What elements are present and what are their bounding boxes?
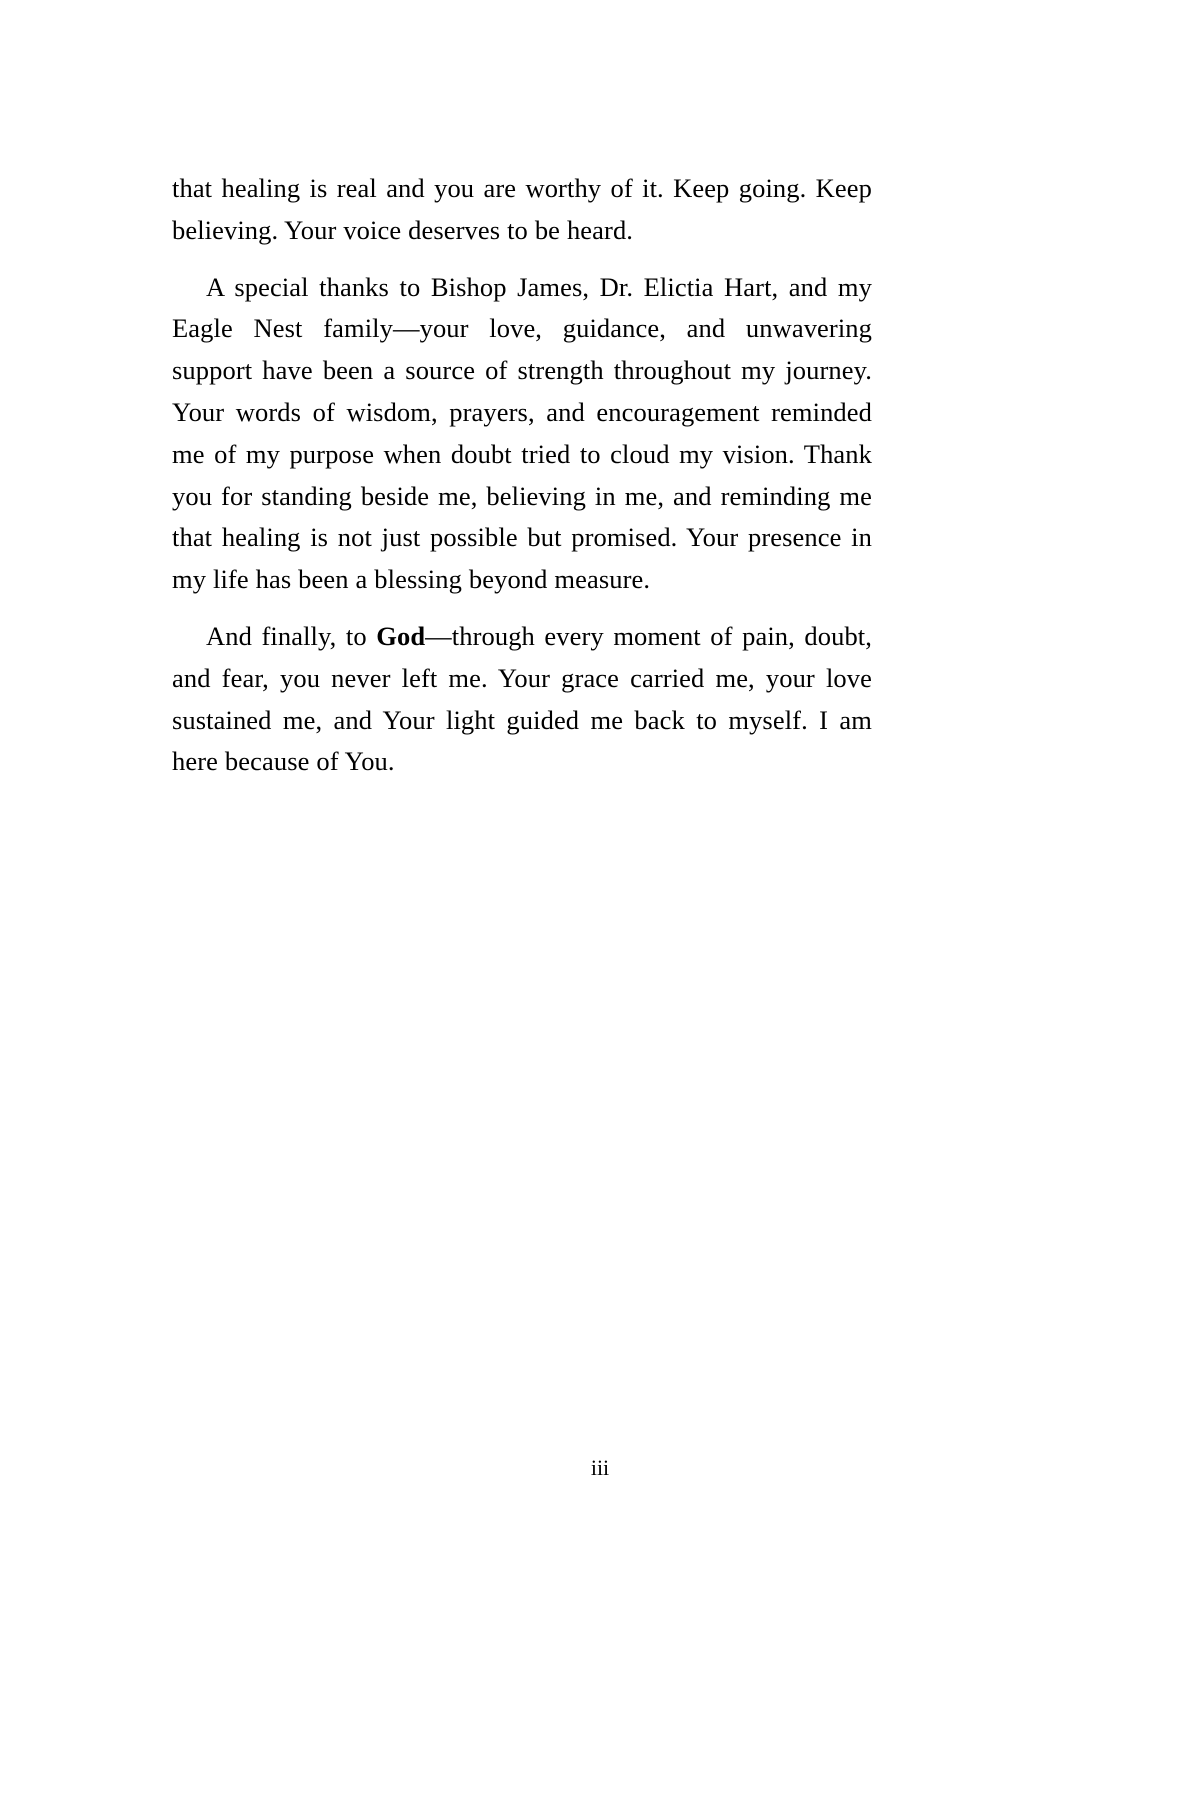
page-text-body [172,168,872,783]
text-run-bold-god: God [376,620,426,651]
paragraph-and-finally [172,616,872,783]
paragraph-continuation [172,168,872,252]
text-run: And finally, to [206,620,377,651]
text-run: A special thanks to Bishop James, Dr. Elictia Hart, and my Eagle Nest family—your love, guidance, and unwavering support have been a source of strength throughout my journey. Your words of wisdom, prayers, and encouragement reminded me of my purpose when doubt tried to cloud my vision. Thank you for standing beside me, believing in me, and reminding me that healing is not just possible but promised. Your presence in my life has been a blessing beyond measure. [172,271,872,595]
text-run: that healing is real and you are worthy of it. Keep going. Keep believing. Your voice deserves to be heard. [172,173,872,245]
page-number: iii [590,1455,610,1480]
paragraph-special-thanks [172,267,872,601]
text-run: —through every moment of pain, doubt, and fear, you never left me. Your grace carried me, your love sustained me, and Your light guided me back to myself. I am here because of You. [172,620,872,777]
